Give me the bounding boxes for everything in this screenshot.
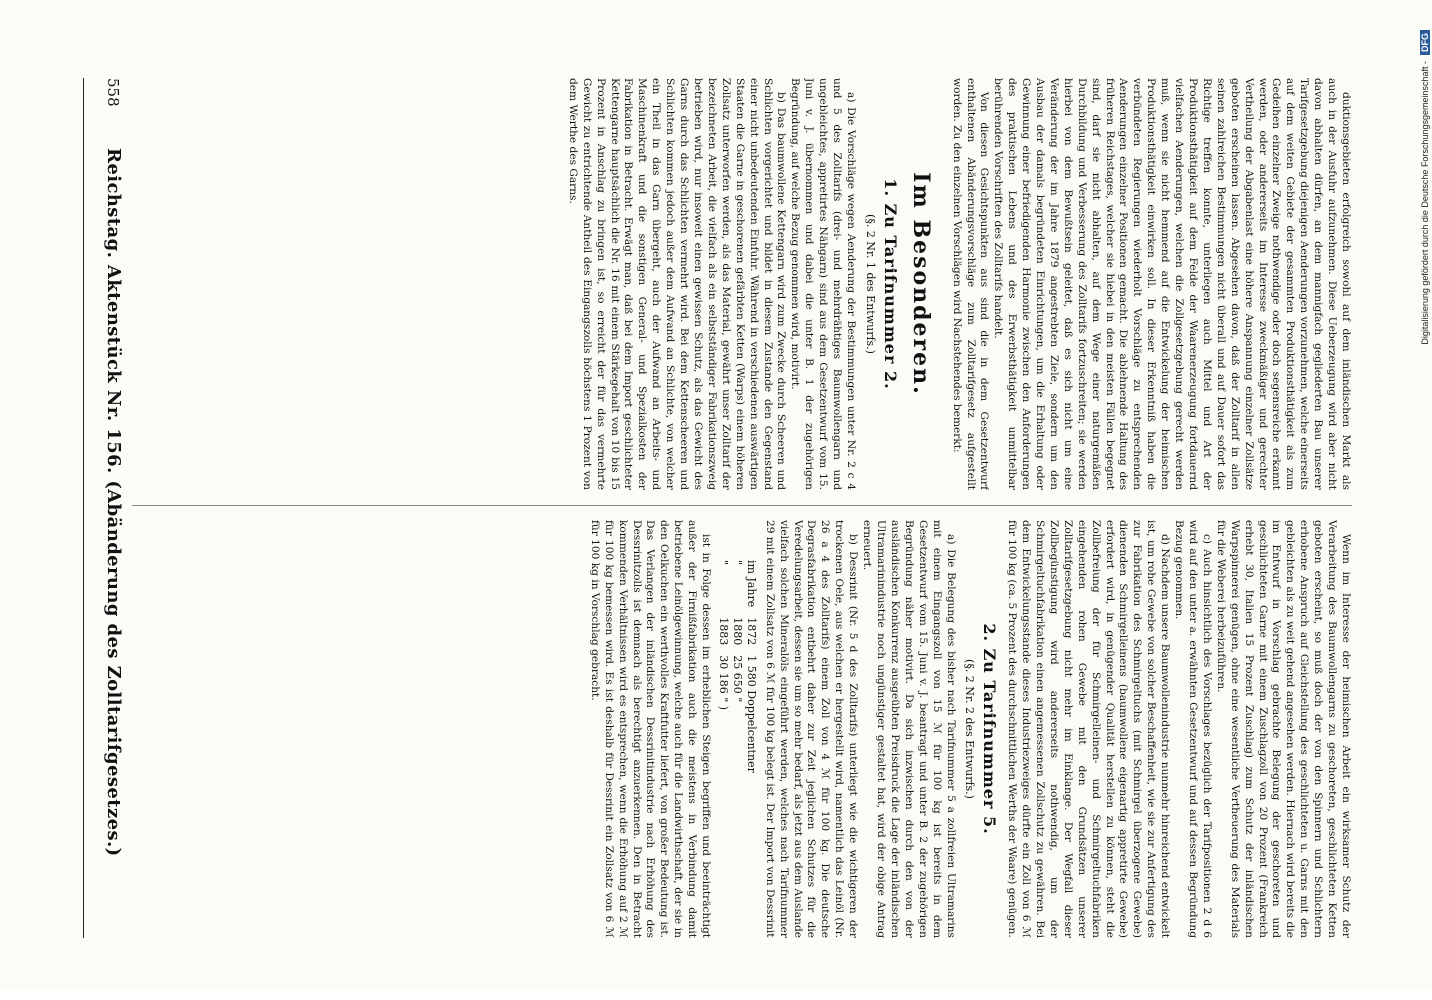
- right-paragraph-d: d) Nachdem unsere Baumwollenindustrie nunmehr hinreichend entwickelt ist, um rohe Gewebe von solcher Beschaffenheit, wie sie zur Anfertigung des zur Fabrikation des Schmirgeltuchs (mit Schmirgel überzogene Gewebe) dienenden Schmirgelleinens (baumwollene eigenartig appretirte Gewebe) erfordert wird, in genügender Qualität herstellen zu können, steht die Zollbefreiung der für Schmirgelleinen- und Schmirgeltuchfabriken eingehenden rohen Gewebe mit den Grundsätzen unserer Zolltarifgesetzgebung nicht mehr im Einklange. Der Wegfall dieser Zollbegünstigung wird andererseits nothwendig, um der Schmirgeltuchfabrikation einen angemessenen Zollschutz zu gewähren. Bei dem Entwickelungsstande dieses Industriezweiges dürfte ein Zoll von 6 ℳ für 100 kg (ca. 5 Prozent des durchschnittlichen Werths der Waare) genügen.: [1006, 520, 1172, 938]
- intro-paragraph-1: duktionsgebieten erfolgreich sowohl auf dem inländischen Markt als auch in der Ausfuhr aufzunehmen. Diese Ueberzeugung wird aber nicht davon abhalten dürfen, an dem mannigfach gegliederten Bau unserer Tarifgesetzgebung diejenigen Aenderungen vorzunehmen, welche einerseits auf dem weiten Gebiete der gesammten Produktionsthätigkeit als zum Gedeihen einzelner Zweige nothwendige oder doch segensreiche erkannt werden, oder andererseits im Interesse zweckmäßiger und gerechter Vertheilung der Abgabenlast eine höhere Anspannung einzelner Zollsätze geboten erscheinen lassen. Abgesehen davon, daß der Zolltarif in allen seinen zahlreichen Bestimmungen nicht überall und auf Dauer sofort das Richtige treffen konnte, unterliegen auch Mittel und Art der Produktionsthätigkeit auf dem Felde der Waarenerzeugung fortdauernd vielfachen Aenderungen, welchen die Zollgesetzgebung gerecht werden muß, wenn sie nicht hemmend auf die Entwickelung der heimischen Produktionsthätigkeit einwirken soll. In dieser Erkenntniß haben die verbündeten Regierungen wiederholt Vorschläge zu entsprechenden Aenderungen einzelner Positionen gemacht. Die ablehnende Haltung des früheren Reichstages, welcher sie hiebei in den meisten Fällen begegnet sind, darf sie nicht abhalten, auf dem Wege einer naturgemäßen Durchbildung und Verbesserung des Zolltarifs fortzuschreiten; sie werden hierbei von dem Bewußtsein geleitet, daß es sich nicht um eine Veränderung der im Jahre 1879 angestrebten Ziele, sondern um den Ausbau der damals begründeten Einrichtungen, um die Erhaltung oder Gewinnung einer befriedigenden Harmonie zwischen den Anforderungen des praktischen Lebens und des Erwerbsthätigkeit unmittelbar berührenden Vorschriften des Zolltarifs handelt.: [992, 78, 1352, 490]
- item-heading-1: 1. Zu Tarifnummer 2.: [880, 178, 900, 390]
- item-1-paragraph-b: b) Das baumwollene Kettengarn wird zum Zwecke durch Scheeren und Schlichten vorgerichtet und bildet in diesem Zustande den Gegenstand einer nicht unbedeutenden Einfuhr. Während in verschiedenen auswärtigen Staaten die Garne in geschorenen gefärbten Ketten (Warps) einem höheren Zollsatz unterworfen werden, als das Material, gewährt unser Zolltarif der bezeichneten Arbeit, die vielfach als ein selbstständiger Fabrikationszweig betrieben wird, nur insoweit einen gewissen Schutz, als das Gewicht des Garns durch das Schlichten vermehrt wird. Bei dem Kettenscheeren und Schlichten kommen jedoch außer dem Aufwand an Schlichte, von welcher ein Theil in das Garn übergeht, auch der Aufwand an Arbeits- und Maschinenkraft und die sonstigen General- und Spezialkosten der Fabrikation in Betracht. Erwägt man, daß bei dem Import geschlichteter Kettengarne hauptsächlich die Nr. 16 mit einem Stärkegehalt von 10 bis 15 Prozent in Anschlag zu bringen ist, so erreicht der für das vermehrte Gewicht zu entrichtende Antheil des Eingangszolls höchstens 1 Prozent von dem Werthe des Garns.: [566, 78, 788, 490]
- intro-paragraph-2: Von diesen Gesichtspunkten aus sind die in dem Gesetzentwurf enthaltenen Abänderungsvorschläge zum Zolltarifgesetz aufgestellt worden. Zu den einzelnen Vorschlägen wird Nachstehendes bemerkt:: [950, 78, 991, 490]
- page-header: [83, 78, 124, 938]
- right-column: [134, 520, 1352, 938]
- section-heading: Im Besonderen.: [907, 172, 934, 396]
- import-statistics-table: [716, 560, 758, 783]
- import-row: [730, 560, 744, 783]
- item-heading-2: 2. Zu Tarifnummer 5.: [980, 623, 1000, 835]
- import-row-label: ": [717, 560, 731, 566]
- import-row-year: 1880: [730, 617, 744, 646]
- import-row: [744, 560, 758, 783]
- item-2-paragraph-a: a) Die Belegung des bisher nach Tarifnummer 5 a zollfreien Ultramarins mit einem Eingangszoll von 15 ℳ für 100 kg ist bereits in dem Gesetzentwurf vom 15. Juni v. J. beantragt und unter B. 2 der zugehörigen Begründung näher motivirt. Da sich inzwischen durch den von der ausländischen Konkurrenz ausgeübten Preisdruck die Lage der inländischen Ultramarinindustrie noch ungünstiger gestaltet hat, wird der obige Antrag erneuert.: [861, 520, 957, 938]
- import-row: [716, 560, 730, 783]
- import-row-label: ": [730, 560, 744, 566]
- dfg-logo: DFG: [1420, 30, 1430, 55]
- digitization-note: Digitalisierung gefördert durch die Deutsche Forschungsgemeinschaft -: [1420, 61, 1430, 345]
- import-row-amount: 25 650 ": [730, 655, 744, 703]
- left-column: [134, 78, 1352, 490]
- import-row-amount: 1 580 Doppelcentner: [744, 655, 758, 773]
- right-paragraph-1: Wenn im Interesse der heimischen Arbeit ein wirksamer Schutz der Verarbeitung des Baumwollengarns zu geschoreten, geschlichteten Ketten geboten erscheint, so muß doch der von den Spinnern und Schlichtern erhobene Anspruch auf Gleichstellung des geschlichteten u. Garns mit den gebleichten als zu weit gehend angesehen werden. Hiernach wird bereits die im Entwurf in Vorschlag gebrachte Belegung der geschoreten und geschlichteten Garne mit einem Zuschlagzoll von 20 Prozent (Frankreich erhebt 30, Italien 15 Prozent Zuschlag) zum Schutz der inländischen Warpspinnerei genügen, ohne eine wesentliche Vertheuerung des Materials für die Weberei herbeizuführen.: [1214, 520, 1352, 938]
- running-title: Reichstag. Aktenstück Nr. 156. (Abänderung des Zolltarifgesetzes.): [103, 148, 124, 857]
- import-row-year: 1872: [744, 617, 758, 646]
- import-row-year: 1883: [717, 617, 731, 646]
- import-row-amount: 30 186 " ): [717, 655, 731, 711]
- item-reference-2: (§. 2 Nr. 2 des Entwurfs.): [963, 659, 977, 799]
- item-2-paragraph-b: b) Dessrinit (Nr. 5 d des Zolltarifs) unterliegt wie die wichtigeren der trockenen Oele, aus welchen er hergestellt wird, namentlich das Leinöl (Nr. 26 a 4 des Zolltarifs) einem Zoll von 4 ℳ für 100 kg. Die deutsche Degrasfabrikation entbehrt daher zur Zeit jeglichen Schutzes für die Veredelungsarbeit, dessen sie um so mehr bedarf, als jetzt aus dem Auslande vielfach solchen Mineralöls eingeführt werden, welches nach Tarifnummer 29 mit einem Zollsatz von 6 ℳ für 100 kg belegt ist. Der Import von Dessrinit: [763, 520, 860, 938]
- item-1-paragraph-a: a) Die Vorschläge wegen Aenderung der Bestimmungen unter Nr. 2 c 4 und 5 des Zolltarifs (drei- und mehrdrähtiges Baumwollengarn und ungebleichtes, appretirtes Nähgarn) sind aus dem Gesetzentwurf vom 15. Juni v. J. übernommen und dabei die unter B. 1 der zugehörigen Begründung, auf welche Bezug genommen wird, motivirt.: [789, 78, 857, 490]
- right-paragraph-c: c) Auch hinsichtlich des Vorschlages bezüglich der Tarifpositionen 2 d 6 wird auf den unter a. erwähnten Gesetzentwurf und auf dessen Begründung Bezug genommen.: [1173, 520, 1213, 938]
- import-row-label: im Jahre: [744, 560, 758, 608]
- column-divider: [132, 505, 1352, 506]
- item-reference-1: (§. 2 Nr. 1 des Entwurfs.): [863, 214, 877, 354]
- digitization-footer-text: [1418, 30, 1432, 990]
- page-number: 558: [104, 78, 122, 107]
- digitization-footer: [1418, 30, 1432, 990]
- closing-paragraph: ist in Folge dessen im erheblichen Steigen begriffen und beeinträchtigt außer der Firnißfabrikation auch die meistens in Verbindung damit betriebene Leinölgewinnung, welche auch für die Landwirthschaft, der sie in den Oelkuchen ein werthvolles Kraftfutter liefert, von großer Bedeutung ist. Das Verlangen der inländischen Dessrinitindustrie nach Erhöhung des Dessrinitzolls ist demnach als berechtigt anzuerkennen. Den in Betracht kommenden Verhältnissen wird es entsprechen, wenn die Erhöhung auf 2 ℳ für 100 kg bemessen wird. Es ist deshalb für Dessrinit ein Zollsatz von 6 ℳ für 100 kg in Vorschlag gebracht.: [588, 520, 713, 938]
